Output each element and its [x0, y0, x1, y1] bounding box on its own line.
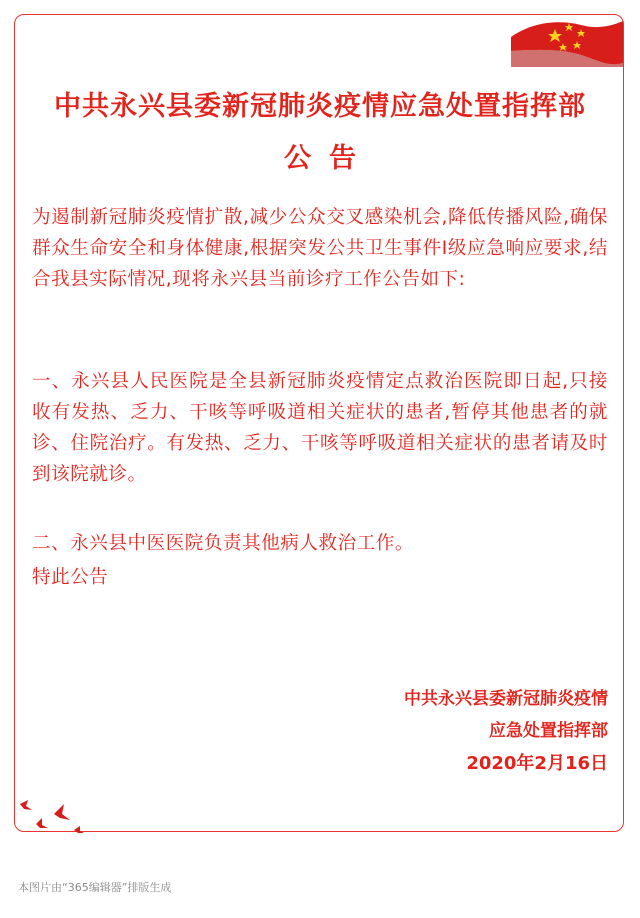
signature-line: 中共永兴县委新冠肺炎疫情 — [404, 689, 608, 709]
notice-paragraph: 一、永兴县人民医院是全县新冠肺炎疫情定点救治医院即日起,只接收有发热、乏力、干咳等呼吸道相关症状的患者,暂停其他患者的就诊、住院治疗。有发热、乏力、干咳等呼吸道相关症状的患者请及时到该院就诊。 — [32, 371, 608, 485]
signature-line: 应急处置指挥部 — [489, 721, 608, 741]
notice-closing: 特此公告 — [32, 567, 109, 588]
flying-birds-icon — [18, 798, 90, 834]
footer-credit: 本图片由“365编辑器”排版生成 — [18, 881, 172, 894]
notice-title: 中共永兴县委新冠肺炎疫情应急处置指挥部 — [54, 91, 586, 122]
notice-subtitle: 公告 — [284, 143, 374, 174]
flag-with-stars-icon — [511, 15, 623, 67]
notice-paragraph: 二、永兴县中医医院负责其他病人救治工作。 — [32, 533, 415, 554]
notice-date: 2020年2月16日 — [466, 753, 608, 774]
notice-paragraph: 为遏制新冠肺炎疫情扩散,减少公众交叉感染机会,降低传播风险,确保群众生命安全和身体健康,根据突发公共卫生事件Ⅰ级应急响应要求,结合我县实际情况,现将永兴县当前诊疗工作公告如下: — [32, 207, 608, 290]
